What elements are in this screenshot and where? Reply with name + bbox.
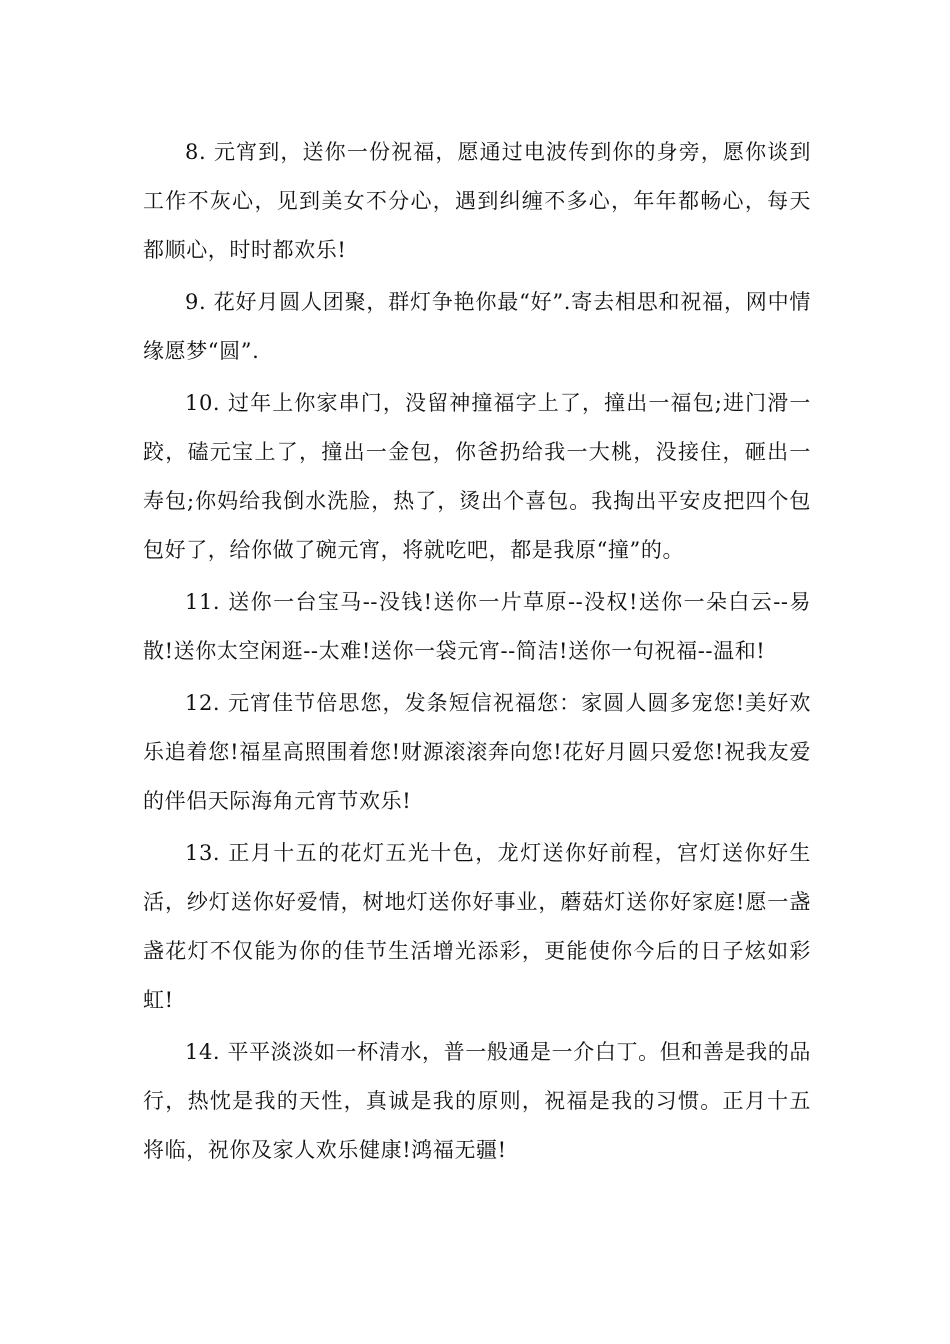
paragraph-13: 13. 正月十五的花灯五光十色，龙灯送你好前程，宫灯送你好生活，纱灯送你好爱情，树地灯送你好事业，蘑菇灯送你好家庭!愿一盏盏花灯不仅能为你的佳节生活增光添彩，更能使你今后的日子炫如彩虹! xyxy=(143,841,811,1012)
document-body xyxy=(143,128,811,1175)
paragraph-10: 10. 过年上你家串门，没留神撞福字上了，撞出一福包;进门滑一跤，磕元宝上了，撞出一金包，你爸扔给我一大桃，没接住，砸出一寿包;你妈给我倒水洗脸，热了，烫出个喜包。我掏出平安皮把四个包包好了，给你做了碗元宵，将就吃吧，都是我原“撞”的。 xyxy=(143,391,811,562)
paragraph-12: 12. 元宵佳节倍思您，发条短信祝福您：家圆人圆多宠您!美好欢乐追着您!福星高照围着您!财源滚滚奔向您!花好月圆只爱您!祝我友爱的伴侣天际海角元宵节欢乐! xyxy=(143,691,811,813)
paragraph-8: 8. 元宵到，送你一份祝福，愿通过电波传到你的身旁，愿你谈到工作不灰心，见到美女不分心，遇到纠缠不多心，年年都畅心，每天都顺心，时时都欢乐! xyxy=(143,140,811,262)
paragraph-9: 9. 花好月圆人团聚，群灯争艳你最“好”.寄去相思和祝福，网中情缘愿梦“圆”. xyxy=(143,290,811,363)
paragraph-11: 11. 送你一台宝马--没钱!送你一片草原--没权!送你一朵白云--易散!送你太空闲逛--太难!送你一袋元宵--简洁!送你一句祝福--温和! xyxy=(143,590,811,663)
paragraph-14: 14. 平平淡淡如一杯清水，普一般通是一介白丁。但和善是我的品行，热忱是我的天性，真诚是我的原则，祝福是我的习惯。正月十五将临，祝你及家人欢乐健康!鸿福无疆! xyxy=(143,1040,811,1162)
